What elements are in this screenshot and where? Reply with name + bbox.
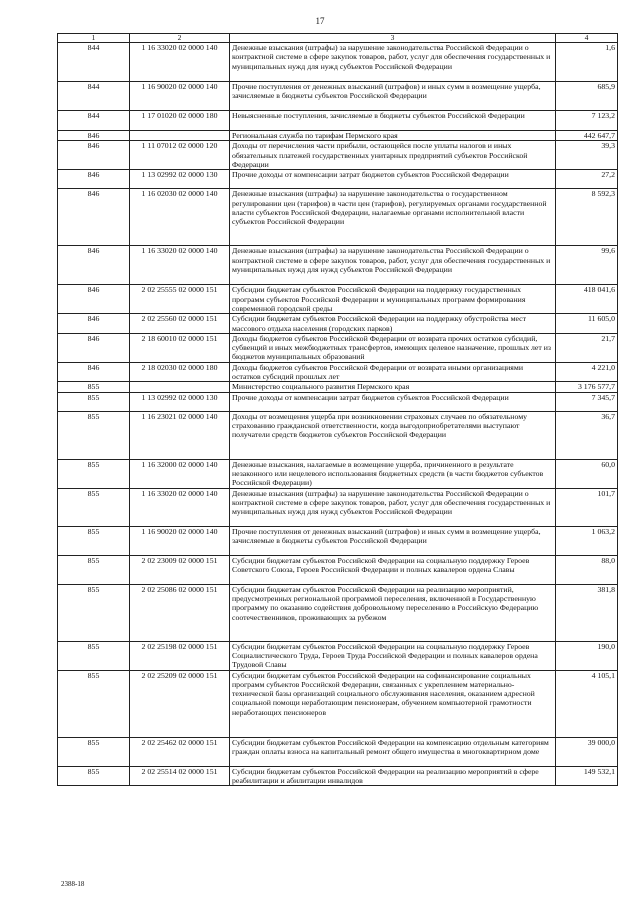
row-kbk: 1 16 23021 02 0000 140	[130, 411, 230, 459]
row-kbk: 2 02 25555 02 0000 151	[130, 285, 230, 314]
row-code: 846	[58, 333, 130, 362]
table-row	[58, 333, 618, 362]
document-footer-code: 2388-18	[61, 880, 85, 888]
row-description: Субсидии бюджетам субъектов Российской Федерации на реализацию мероприятий, предусмотренных региональной программой переселения, включенной в Государственную программу по оказанию содействия добровольному переселению в Российскую Федерацию соотечественников, проживающих за рубежом	[230, 584, 556, 641]
row-kbk: 1 16 90020 02 0000 140	[130, 526, 230, 555]
table-row	[58, 141, 618, 170]
row-description: Субсидии бюджетам субъектов Российской Федерации на поддержку обустройства мест массового отдыха населения (городских парков)	[230, 314, 556, 334]
row-description: Денежные взыскания (штрафы) за нарушение законодательства Российской Федерации о контрактной системе в сфере закупок товаров, работ, услуг для обеспечения государственных и муниципальных нужд для нужд субъектов Российской Федерации	[230, 246, 556, 285]
row-description: Невыясненные поступления, зачисляемые в бюджеты субъектов Российской Федерации	[230, 111, 556, 131]
column-header-kbk: 2	[130, 34, 230, 43]
row-kbk: 2 02 25514 02 0000 151	[130, 766, 230, 786]
row-code: 855	[58, 641, 130, 670]
row-amount: 101,7	[556, 488, 618, 526]
row-amount: 4 221,0	[556, 362, 618, 382]
row-amount: 418 041,6	[556, 285, 618, 314]
row-description: Субсидии бюджетам субъектов Российской Федерации на реализацию мероприятий в сфере реабилитации и абилитации инвалидов	[230, 766, 556, 786]
table-row	[58, 189, 618, 246]
table-row	[58, 555, 618, 584]
row-description: Прочие доходы от компенсации затрат бюджетов субъектов Российской Федерации	[230, 392, 556, 411]
row-amount: 8 592,3	[556, 189, 618, 246]
row-kbk: 1 13 02992 02 0000 130	[130, 392, 230, 411]
row-kbk: 2 02 25086 02 0000 151	[130, 584, 230, 641]
row-code: 844	[58, 111, 130, 131]
row-amount: 149 532,1	[556, 766, 618, 786]
table-row	[58, 362, 618, 382]
row-amount: 4 105,1	[556, 670, 618, 737]
table-row	[58, 670, 618, 737]
row-kbk	[130, 382, 230, 392]
table-row	[58, 488, 618, 526]
row-code: 855	[58, 584, 130, 641]
row-code: 846	[58, 285, 130, 314]
row-code: 855	[58, 526, 130, 555]
row-description: Субсидии бюджетам субъектов Российской Федерации на социальную поддержку Героев Советского Союза, Героев Российской Федерации и полных кавалеров ордена Славы	[230, 555, 556, 584]
row-kbk: 1 16 33020 02 0000 140	[130, 246, 230, 285]
row-kbk: 1 16 32000 02 0000 140	[130, 459, 230, 488]
row-description: Денежные взыскания (штрафы) за нарушение законодательства о государственном регулировании цен (тарифов) в части цен (тарифов), регулируемых органами государственной власти субъектов Российской Федерации, налагаемые органами исполнительной власти субъектов Российской Федерации	[230, 189, 556, 246]
row-kbk: 2 02 25209 02 0000 151	[130, 670, 230, 737]
column-header-amount: 4	[556, 34, 618, 43]
row-amount: 88,0	[556, 555, 618, 584]
row-amount: 39,3	[556, 141, 618, 170]
row-amount: 190,0	[556, 641, 618, 670]
table-row	[58, 641, 618, 670]
row-description: Доходы бюджетов субъектов Российской Федерации от возврата прочих остатков субсидий, субвенций и иных межбюджетных трансфертов, имеющих целевое назначение, прошлых лет из бюджетов муниципальных образований	[230, 333, 556, 362]
row-kbk: 1 11 07012 02 0000 120	[130, 141, 230, 170]
row-amount: 685,9	[556, 82, 618, 111]
row-description: Доходы от возмещения ущерба при возникновении страховых случаев по обязательному страхованию гражданской ответственности, когда выгодоприобретателями выступают получатели средств бюджетов субъектов Российской Федерации	[230, 411, 556, 459]
column-header-code: 1	[58, 34, 130, 43]
row-kbk: 2 02 23009 02 0000 151	[130, 555, 230, 584]
table-row	[58, 82, 618, 111]
row-code: 844	[58, 43, 130, 82]
row-description: Прочие поступления от денежных взысканий (штрафов) и иных сумм в возмещение ущерба, зачисляемые в бюджеты субъектов Российской Федерации	[230, 82, 556, 111]
row-amount: 3 176 577,7	[556, 382, 618, 392]
table-row	[58, 314, 618, 334]
row-amount: 1 063,2	[556, 526, 618, 555]
table-row	[58, 392, 618, 411]
table-row	[58, 285, 618, 314]
revenue-table	[57, 33, 618, 786]
row-amount: 442 647,7	[556, 131, 618, 141]
row-description: Доходы бюджетов субъектов Российской Федерации от возврата иными организациями остатков субсидий прошлых лет	[230, 362, 556, 382]
row-code: 855	[58, 737, 130, 766]
row-code: 855	[58, 766, 130, 786]
row-amount: 1,6	[556, 43, 618, 82]
row-description: Денежные взыскания, налагаемые в возмещение ущерба, причиненного в результате незаконного или нецелевого использования бюджетных средств (в части бюджетов субъектов Российской Федерации)	[230, 459, 556, 488]
row-amount: 27,2	[556, 170, 618, 189]
table-row	[58, 382, 618, 392]
row-kbk: 1 16 02030 02 0000 140	[130, 189, 230, 246]
row-code: 846	[58, 362, 130, 382]
row-code: 855	[58, 555, 130, 584]
row-amount: 99,6	[556, 246, 618, 285]
row-description: Региональная служба по тарифам Пермского края	[230, 131, 556, 141]
table-row	[58, 766, 618, 786]
row-description: Субсидии бюджетам субъектов Российской Федерации на софинансирование социальных программ субъектов Российской Федерации, связанных с укреплением материально-технической базы организаций социального обслуживания населения, оказанием адресной социальной помощи неработающим пенсионерам, обучением компьютерной грамотности неработающих пенсионеров	[230, 670, 556, 737]
row-code: 855	[58, 392, 130, 411]
row-code: 844	[58, 82, 130, 111]
row-description: Денежные взыскания (штрафы) за нарушение законодательства Российской Федерации о контрактной системе в сфере закупок товаров, работ, услуг для обеспечения государственных и муниципальных нужд для нужд субъектов Российской Федерации	[230, 488, 556, 526]
page-number: 17	[315, 16, 325, 26]
row-description: Прочие поступления от денежных взысканий (штрафов) и иных сумм в возмещение ущерба, зачисляемые в бюджеты субъектов Российской Федерации	[230, 526, 556, 555]
table-row	[58, 526, 618, 555]
row-kbk: 1 16 33020 02 0000 140	[130, 488, 230, 526]
column-header-description: 3	[230, 34, 556, 43]
row-code: 846	[58, 189, 130, 246]
table-row	[58, 111, 618, 131]
row-description: Доходы от перечисления части прибыли, остающейся после уплаты налогов и иных обязательных платежей государственных унитарных предприятий субъектов Российской Федерации	[230, 141, 556, 170]
row-description: Субсидии бюджетам субъектов Российской Федерации на социальную поддержку Героев Социалистического Труда, Героев Труда Российской Федерации и полных кавалеров ордена Трудовой Славы	[230, 641, 556, 670]
table-row	[58, 737, 618, 766]
row-amount: 60,0	[556, 459, 618, 488]
row-code: 846	[58, 131, 130, 141]
row-amount: 381,8	[556, 584, 618, 641]
row-description: Денежные взыскания (штрафы) за нарушение законодательства Российской Федерации о контрактной системе в сфере закупок товаров, работ, услуг для обеспечения государственных и муниципальных нужд для нужд субъектов Российской Федерации	[230, 43, 556, 82]
table-row	[58, 459, 618, 488]
row-kbk: 1 16 90020 02 0000 140	[130, 82, 230, 111]
table-header-row	[58, 34, 618, 43]
table-row	[58, 131, 618, 141]
row-description: Субсидии бюджетам субъектов Российской Федерации на поддержку государственных программ субъектов Российской Федерации и муниципальных программ формирования современной городской среды	[230, 285, 556, 314]
row-kbk: 2 02 25198 02 0000 151	[130, 641, 230, 670]
row-kbk: 2 18 02030 02 0000 180	[130, 362, 230, 382]
row-code: 846	[58, 141, 130, 170]
table-row	[58, 43, 618, 82]
row-code: 846	[58, 314, 130, 334]
row-kbk: 1 17 01020 02 0000 180	[130, 111, 230, 131]
row-kbk: 1 13 02992 02 0000 130	[130, 170, 230, 189]
row-amount: 7 345,7	[556, 392, 618, 411]
row-amount: 11 605,0	[556, 314, 618, 334]
row-description: Министерство социального развития Пермского края	[230, 382, 556, 392]
row-code: 855	[58, 411, 130, 459]
table-body	[58, 43, 618, 786]
row-description: Прочие доходы от компенсации затрат бюджетов субъектов Российской Федерации	[230, 170, 556, 189]
row-code: 855	[58, 459, 130, 488]
row-description: Субсидии бюджетам субъектов Российской Федерации на компенсацию отдельным категориям граждан оплаты взноса на капитальный ремонт общего имущества в многоквартирном доме	[230, 737, 556, 766]
row-code: 855	[58, 488, 130, 526]
row-code: 846	[58, 170, 130, 189]
table-row	[58, 584, 618, 641]
row-code: 846	[58, 246, 130, 285]
row-amount: 36,7	[556, 411, 618, 459]
table-row	[58, 170, 618, 189]
row-kbk: 2 18 60010 02 0000 151	[130, 333, 230, 362]
row-kbk	[130, 131, 230, 141]
table-row	[58, 246, 618, 285]
row-code: 855	[58, 382, 130, 392]
row-amount: 7 123,2	[556, 111, 618, 131]
row-kbk: 1 16 33020 02 0000 140	[130, 43, 230, 82]
row-kbk: 2 02 25462 02 0000 151	[130, 737, 230, 766]
table-row	[58, 411, 618, 459]
row-kbk: 2 02 25560 02 0000 151	[130, 314, 230, 334]
row-amount: 39 000,0	[556, 737, 618, 766]
row-amount: 21,7	[556, 333, 618, 362]
row-code: 855	[58, 670, 130, 737]
